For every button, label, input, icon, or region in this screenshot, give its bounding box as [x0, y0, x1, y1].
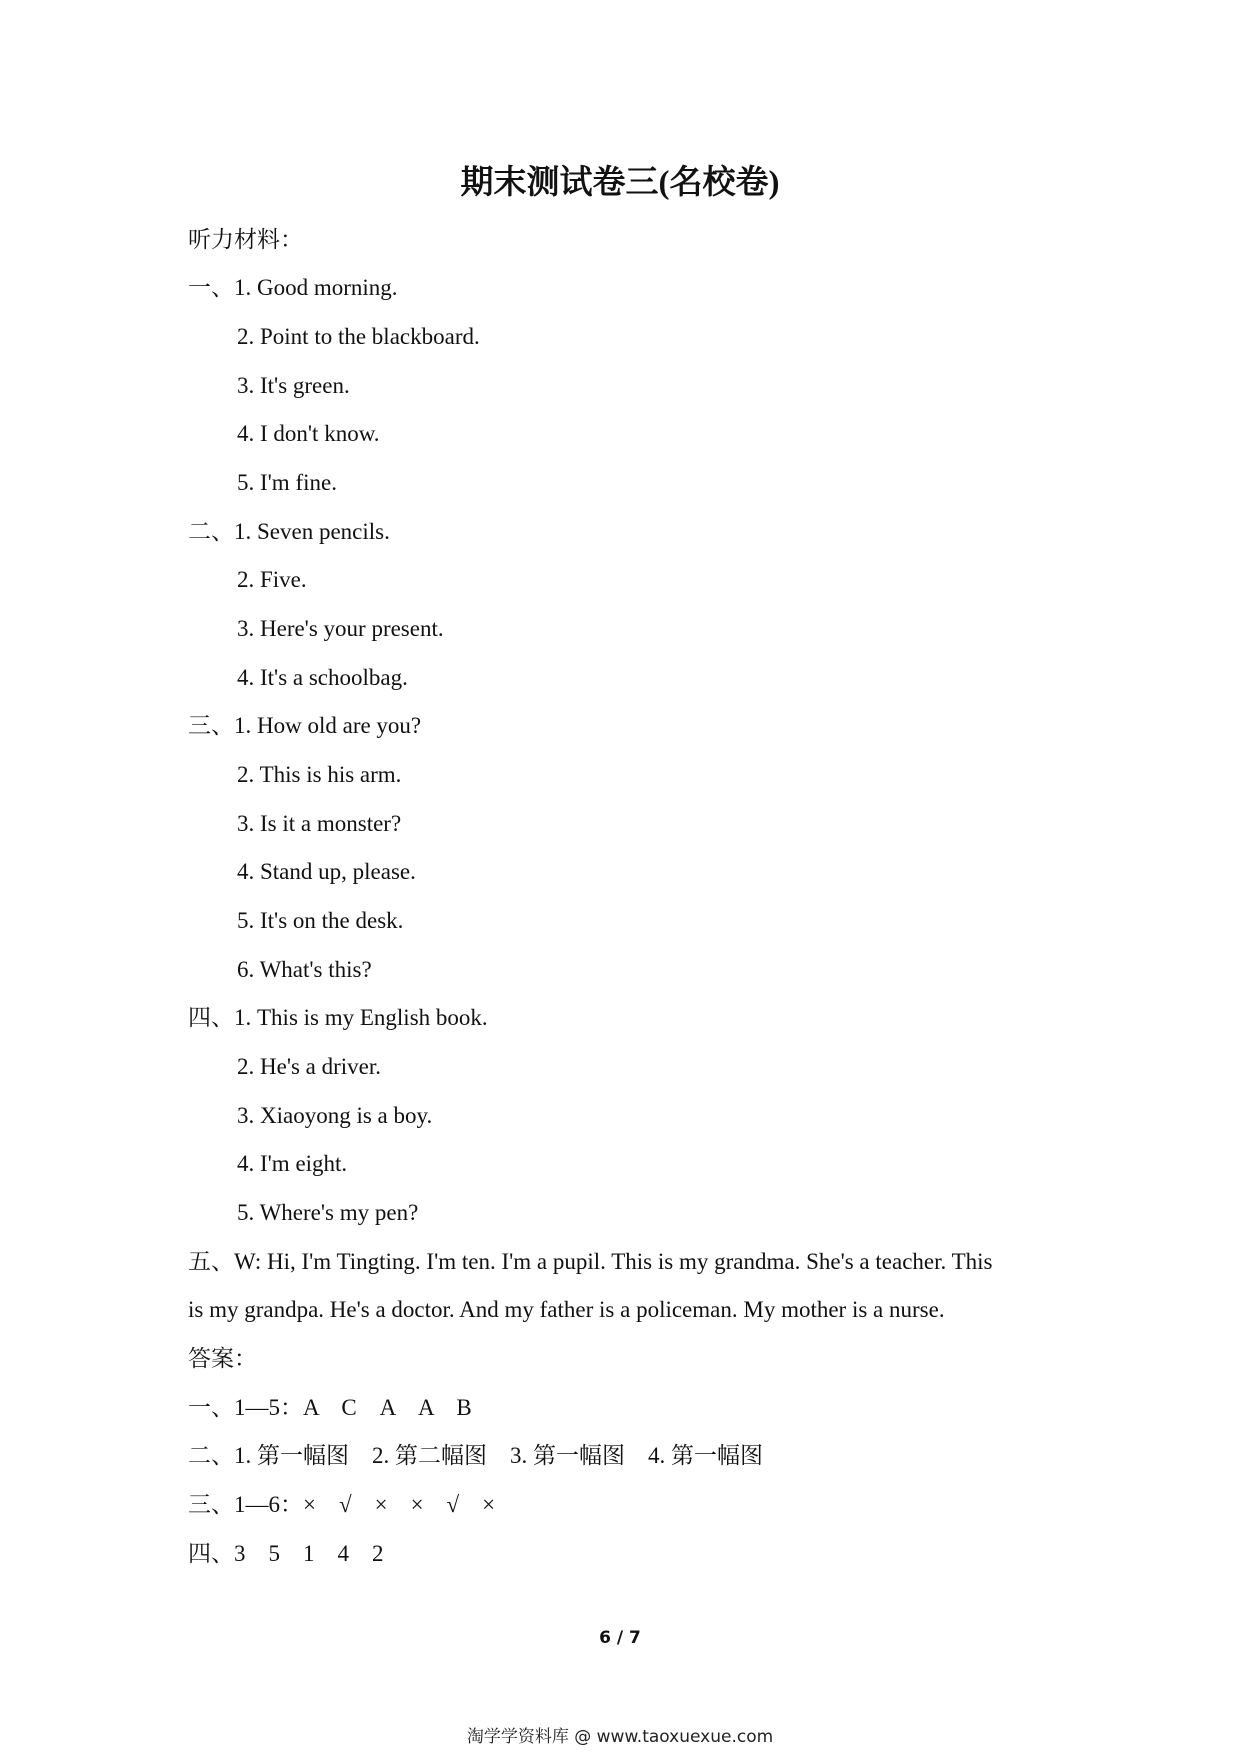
section-2-item-2: 2. Five.: [237, 567, 307, 592]
section-number: 二、: [188, 519, 234, 544]
section-3-item-6: 6. What's this?: [237, 957, 372, 982]
section-4-item-4: 4. I'm eight.: [237, 1151, 348, 1176]
section-3-item-2: 2. This is his arm.: [237, 762, 402, 787]
section-2-item-3: 3. Here's your present.: [237, 616, 444, 641]
section-4-item-1: [188, 1002, 488, 1034]
section-1-item-5: 5. I'm fine.: [237, 470, 337, 495]
answer-line-3: 三、1—6：× √ × × √ ×: [188, 1492, 496, 1517]
answer-line-2: 二、1. 第一幅图 2. 第二幅图 3. 第一幅图 4. 第一幅图: [188, 1443, 763, 1468]
section-number: 四、: [188, 1005, 234, 1030]
section-1-item-4: 4. I don't know.: [237, 421, 380, 446]
section-4-item-3: 3. Xiaoyong is a boy.: [237, 1103, 433, 1128]
answers-heading: 答案：: [188, 1346, 257, 1371]
answer-line-1: 一、1—5：A C A A B: [188, 1395, 472, 1420]
item-text: 1. Good morning.: [234, 275, 398, 300]
footer-watermark: 淘学学资料库 @ www.taoxuexue.com: [466, 1727, 774, 1747]
section-5-line-2: is my grandpa. He's a doctor. And my father is a policeman. My mother is a nurse.: [188, 1297, 945, 1322]
item-text: 1. This is my English book.: [234, 1005, 488, 1030]
section-1-item-3: 3. It's green.: [237, 373, 350, 398]
section-4-item-5: 5. Where's my pen?: [237, 1200, 419, 1225]
section-2-item-4: 4. It's a schoolbag.: [237, 665, 408, 690]
section-3-item-4: 4. Stand up, please.: [237, 859, 416, 884]
page-title: 期末测试卷三(名校卷): [460, 165, 780, 201]
section-2-item-1: [188, 516, 390, 548]
section-number: 三、: [188, 713, 234, 738]
section-number: 一、: [188, 275, 234, 300]
section-3-item-3: 3. Is it a monster?: [237, 811, 402, 836]
section-5-line-1: 五、W: Hi, I'm Tingting. I'm ten. I'm a pupil. This is my grandma. She's a teacher. This: [188, 1249, 993, 1274]
page-number: 6 / 7: [599, 1628, 641, 1648]
section-1-item-1: [188, 272, 398, 304]
listening-heading: 听力材料：: [188, 227, 303, 252]
item-text: 1. Seven pencils.: [234, 519, 390, 544]
answer-line-4: 四、3 5 1 4 2: [188, 1541, 384, 1566]
item-text: 1. How old are you?: [234, 713, 422, 738]
section-3-item-1: [188, 710, 421, 742]
section-3-item-5: 5. It's on the desk.: [237, 908, 404, 933]
section-1-item-2: 2. Point to the blackboard.: [237, 324, 480, 349]
section-4-item-2: 2. He's a driver.: [237, 1054, 382, 1079]
